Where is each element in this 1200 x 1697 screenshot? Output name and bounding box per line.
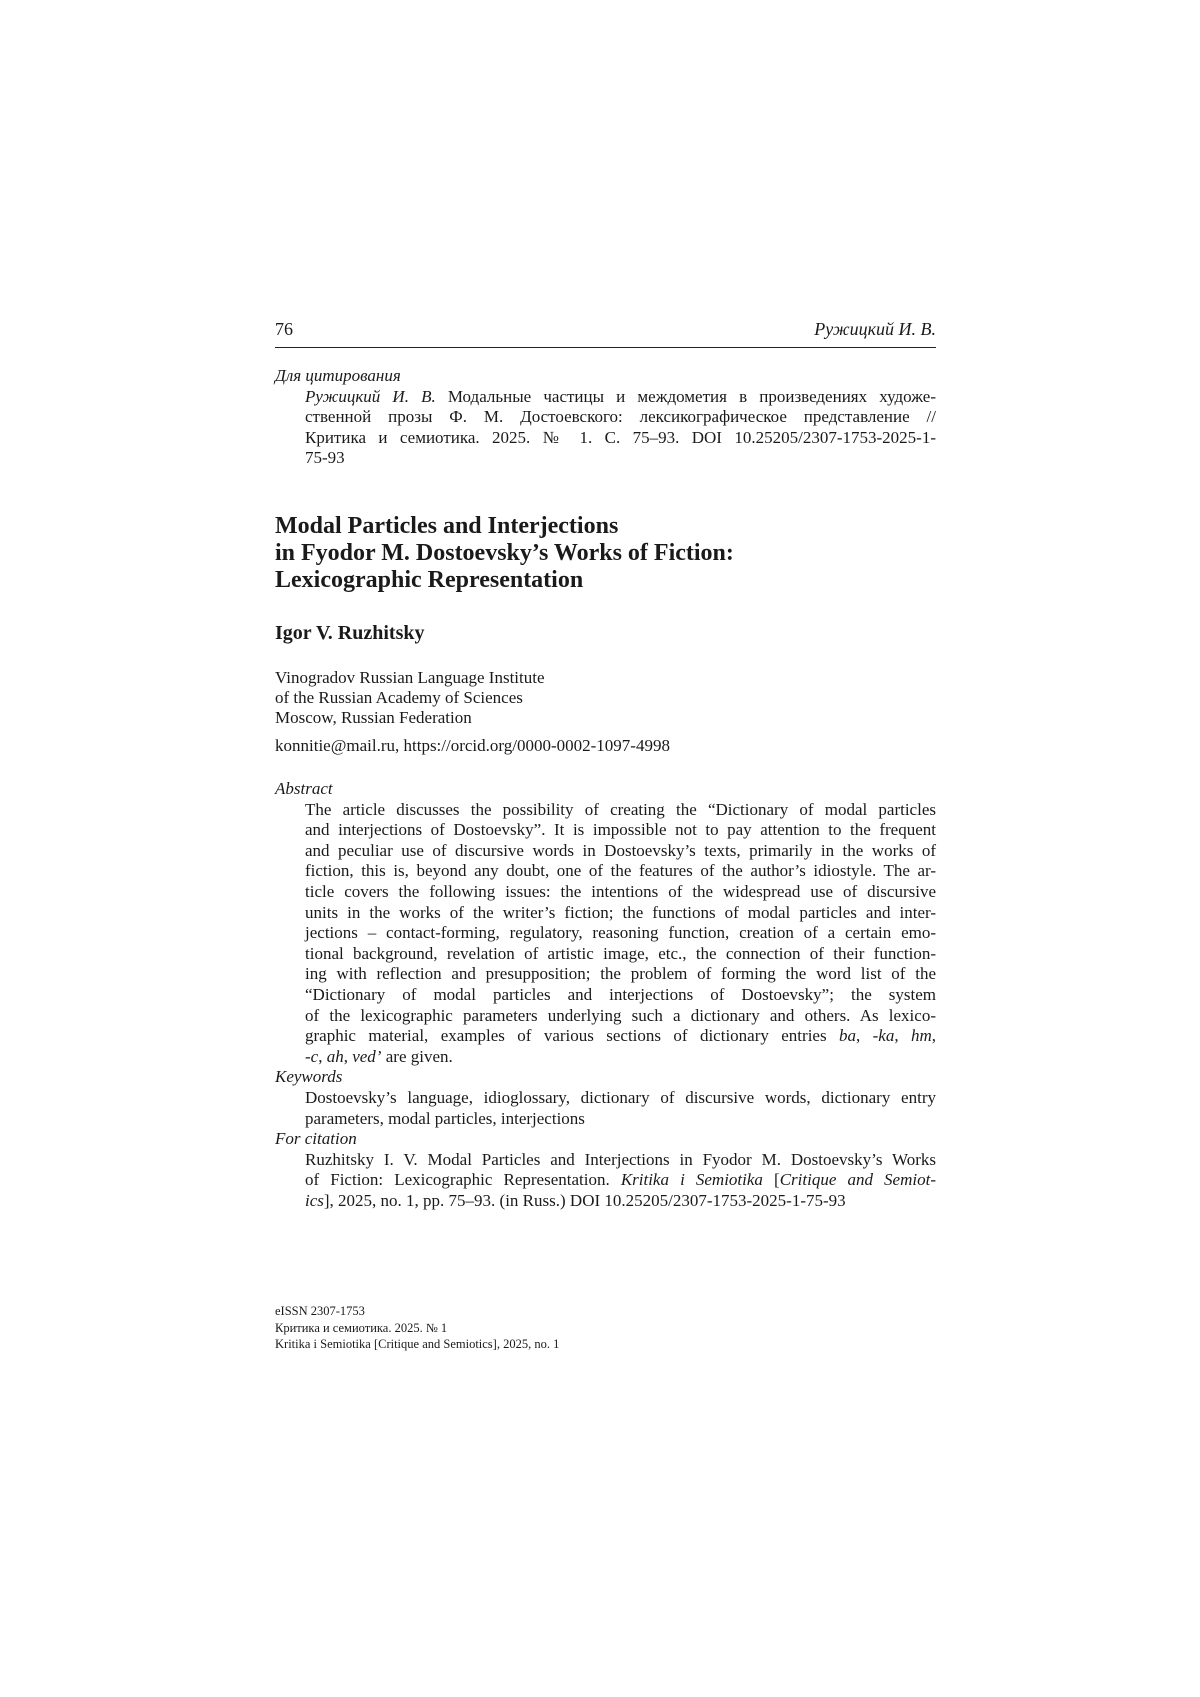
citation-russian-line: Критика и семиотика. 2025. № 1. С. 75–93. DOI 10.25205/2307-1753-2025-1- xyxy=(305,427,936,447)
abstract-line: and peculiar use of discursive words in Dostoevsky’s texts, primarily in the works of xyxy=(305,840,936,860)
citation-russian-line: Ружицкий И. В. Модальные частицы и междометия в произведениях художе- xyxy=(305,386,936,406)
journal-page xyxy=(275,0,936,1697)
article-title xyxy=(275,513,936,594)
citation-russian-body xyxy=(275,387,936,469)
author-name: Igor V. Ruzhitsky xyxy=(275,622,425,644)
affiliation-line: of the Russian Academy of Sciences xyxy=(275,688,523,707)
keywords-line: parameters, modal particles, interjections xyxy=(305,1108,585,1128)
title-line: Modal Particles and Interjections xyxy=(275,513,619,539)
citation-english-line: of Fiction: Lexicographic Representation. Kritika i Semiotika [Critique and Semiot- xyxy=(305,1170,936,1190)
abstract-label: Abstract xyxy=(275,779,333,798)
abstract-line: tional background, revelation of artistic image, etc., the connection of their function- xyxy=(305,943,936,963)
entry-word: -c xyxy=(305,1046,319,1066)
citation-russian-author: Ружицкий И. В. xyxy=(305,386,436,406)
abstract-line: ticle covers the following issues: the intentions of the widespread use of discursive xyxy=(305,881,936,901)
page-number: 76 xyxy=(275,319,293,339)
abstract-line: The article discusses the possibility of creating the “Dictionary of modal particles xyxy=(305,799,936,819)
abstract-line: graphic material, examples of various sections of dictionary entries ba, -ka, hm, xyxy=(305,1026,936,1046)
citation-english-text xyxy=(275,1150,936,1212)
abstract-line: “Dictionary of modal particles and interjections of Dostoevsky”; the system xyxy=(305,984,936,1004)
running-author: Ружицкий И. В. xyxy=(814,319,936,339)
citation-russian-line: ственной прозы Ф. М. Достоевского: лексикографическое представление // xyxy=(305,407,936,426)
abstract-line: fiction, this is, beyond any doubt, one of the features of the author’s idiostyle. The ar- xyxy=(305,861,936,881)
citation-english-line: Ruzhitsky I. V. Modal Particles and Interjections in Fyodor M. Dostoevsky’s Works xyxy=(305,1149,936,1169)
abstract-line: units in the works of the writer’s fiction; the functions of modal particles and inter- xyxy=(305,902,936,922)
keywords-text xyxy=(275,1088,936,1129)
abstract-line: jections – contact-forming, regulatory, reasoning function, creation of a certain emo- xyxy=(305,923,936,943)
keywords-label: Keywords xyxy=(275,1067,343,1087)
footer-journal-en: Kritika i Semiotika [Critique and Semiotics], 2025, no. 1 xyxy=(275,1337,560,1351)
citation-english-line: ics], 2025, no. 1, pp. 75–93. (in Russ.) DOI 10.25205/2307-1753-2025-1-75-93 xyxy=(305,1190,846,1210)
journal-name: Kritika i Semiotika xyxy=(620,1170,763,1190)
author-contact: konnitie@mail.ru, https://orcid.org/0000-0002-1097-4998 xyxy=(275,736,670,755)
affiliation xyxy=(275,668,545,728)
page-footer xyxy=(275,1303,559,1353)
abstract-line: -c, ah, ved’ are given. xyxy=(305,1046,453,1066)
entry-word: ved’ xyxy=(352,1046,382,1066)
abstract-line: of the lexicographic parameters underlying such a dictionary and others. As lexico- xyxy=(305,1005,936,1025)
entry-word: -ka xyxy=(872,1026,895,1046)
abstract-line: and interjections of Dostoevsky”. It is impossible not to pay attention to the frequent xyxy=(305,820,936,840)
abstract-text xyxy=(275,800,936,1068)
entry-word: ah xyxy=(326,1046,344,1066)
citation-russian xyxy=(275,366,936,469)
entry-word: hm xyxy=(910,1026,932,1046)
title-line: in Fyodor M. Dostoevsky’s Works of Fiction: xyxy=(275,540,734,566)
citation-english-label: For citation xyxy=(275,1129,357,1149)
article-metadata xyxy=(275,779,936,1211)
title-line: Lexicographic Representation xyxy=(275,567,584,593)
entry-word: ba xyxy=(838,1026,856,1046)
keywords-line: Dostoevsky’s language, idioglossary, dictionary of discursive words, dictionary entry xyxy=(305,1087,936,1107)
abstract-line: ing with reflection and presupposition; the problem of forming the word list of the xyxy=(305,964,936,984)
running-head xyxy=(275,319,936,348)
affiliation-line: Vinogradov Russian Language Institute xyxy=(275,668,545,687)
footer-issn: eISSN 2307-1753 xyxy=(275,1304,365,1318)
citation-russian-label: Для цитирования xyxy=(275,366,401,385)
footer-journal-ru: Критика и семиотика. 2025. № 1 xyxy=(275,1320,448,1335)
citation-russian-line: 75-93 xyxy=(305,448,345,467)
affiliation-line: Moscow, Russian Federation xyxy=(275,708,472,727)
